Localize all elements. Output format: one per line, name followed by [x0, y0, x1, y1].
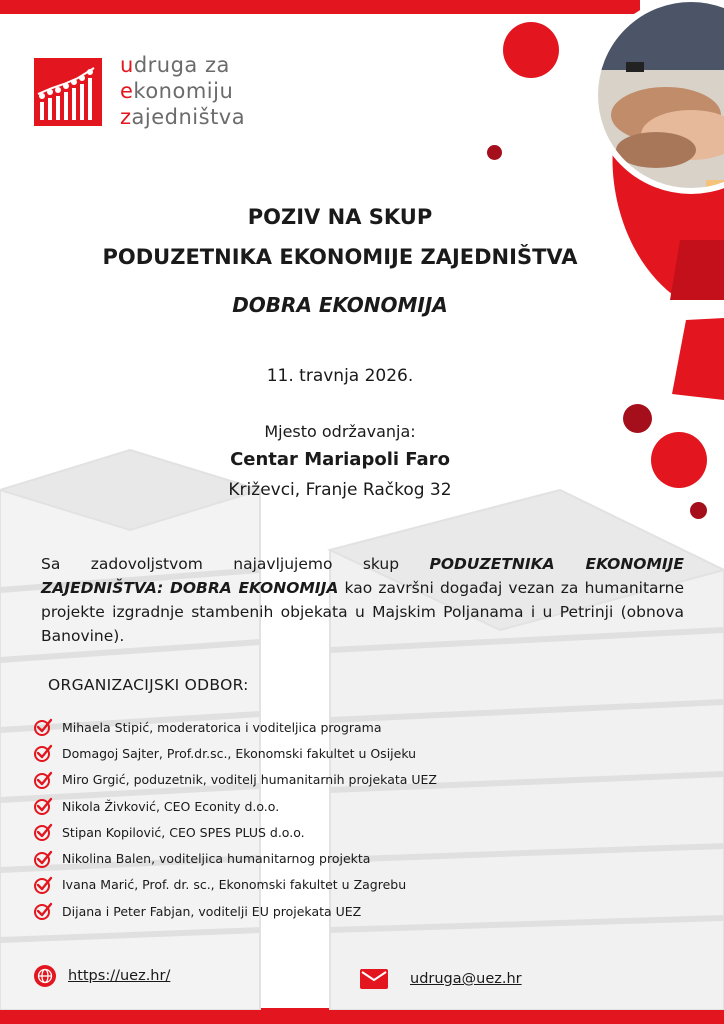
list-item: Miro Grgić, poduzetnik, voditelj humanitarnih projekata UEZ: [33, 767, 437, 793]
venue-address: Križevci, Franje Račkog 32: [228, 480, 452, 500]
intro-bold-event-name: PODUZETNIKA EKONOMIJE ZAJEDNIŠTVA: DOBRA EKONOMIJA: [41, 555, 685, 597]
check-circle-icon: [33, 717, 53, 737]
list-item: Nikolina Balen, voditeljica humanitarnog projekta: [33, 845, 437, 871]
committee-list: [33, 714, 437, 924]
event-date: 11. travnja 2026.: [266, 366, 414, 386]
list-item: Domagoj Sajter, Prof.dr.sc., Ekonomski fakultet u Osijeku: [33, 740, 437, 766]
check-circle-icon: [33, 822, 53, 842]
envelope-icon: [360, 969, 388, 989]
uez-logo-icon: [34, 58, 102, 126]
email-link[interactable]: [360, 969, 522, 989]
website-link[interactable]: [34, 965, 170, 987]
check-circle-icon: [33, 901, 53, 921]
organization-name-logo-text: udruga za ekonomiju zajedništva: [120, 53, 246, 129]
list-item: Mihaela Stipić, moderatorica i voditeljica programa: [33, 714, 437, 740]
list-item: Nikola Živković, CEO Econity d.o.o.: [33, 793, 437, 819]
check-circle-icon: [33, 743, 53, 763]
decorative-circle: [690, 502, 707, 519]
top-accent-bar: [0, 0, 640, 14]
list-item: Dijana i Peter Fabjan, voditelji EU projekata UEZ: [33, 898, 437, 924]
intro-paragraph: Sa zadovoljstvom najavljujemo skup PODUZETNIKA EKONOMIJE ZAJEDNIŠTVA: DOBRA EKONOMIJA kao završni događaj vezan za humanitarne projekte izgradnje stambenih objekata u Majskim Poljanama i u Petrinji (obnova Banovine).: [41, 555, 685, 645]
email-address[interactable]: udruga@uez.hr: [410, 971, 522, 987]
list-item: Stipan Kopilović, CEO SPES PLUS d.o.o.: [33, 819, 437, 845]
venue-name: Centar Mariapoli Faro: [230, 449, 450, 470]
teamwork-hands-photo: [596, 0, 724, 225]
venue-label: Mjesto održavanja:: [264, 422, 416, 441]
list-item: Ivana Marić, Prof. dr. sc., Ekonomski fakultet u Zagrebu: [33, 872, 437, 898]
globe-icon: [34, 965, 56, 987]
check-circle-icon: [33, 770, 53, 790]
website-url[interactable]: https://uez.hr/: [68, 968, 171, 984]
invitation-title-line1: POZIV NA SKUP: [247, 205, 433, 229]
check-circle-icon: [33, 849, 53, 869]
bottom-accent-bar: [0, 1008, 724, 1024]
decorative-circle: [487, 145, 502, 160]
decorative-circle: [503, 22, 559, 78]
event-subtitle: DOBRA EKONOMIJA: [232, 293, 448, 317]
check-circle-icon: [33, 875, 53, 895]
invitation-title-line2: PODUZETNIKA EKONOMIJE ZAJEDNIŠTVA: [102, 245, 578, 269]
committee-heading: ORGANIZACIJSKI ODBOR:: [48, 676, 249, 694]
check-circle-icon: [33, 796, 53, 816]
